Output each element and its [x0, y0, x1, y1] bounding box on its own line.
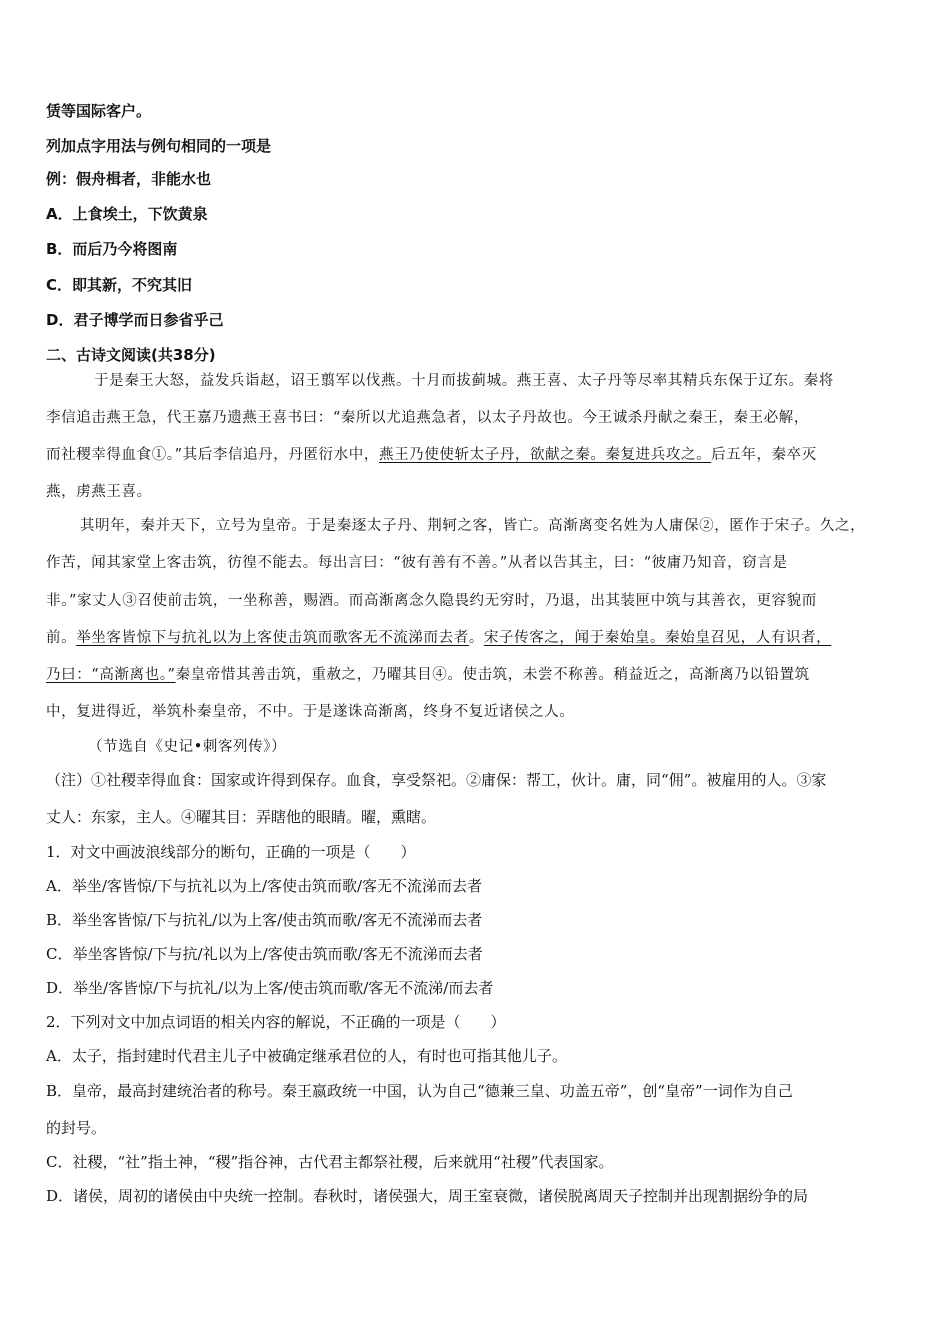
passage-line: 其明年，秦并天下，立号为皇帝。于是秦逐太子丹、荆轲之客，皆亡。高渐离变名姓为人庸保②，匿作于宋子。久之，	[80, 518, 866, 534]
passage-line: 非。”家丈人③召使前击筑，一坐称善，赐酒。而高渐离念久隐畏约无穷时，乃退，出其装匣中筑与其善衣，更容貌而	[46, 593, 817, 609]
passage-line: 于是秦王大怒，益发兵诣赵，诏王翦军以伐燕。十月而拔蓟城。燕王喜、太子丹等尽率其精兵东保于辽东。秦将	[94, 373, 834, 389]
underlined-sentence: 宋子传客之，闻于秦始皇。秦始皇召见，人有识者，	[483, 630, 832, 646]
question-1-option-a: A．举坐/客皆惊/下与抗礼以为上/客使击筑而歌/客无不流涕而去者	[46, 877, 483, 895]
example-sentence: 例：假舟楫者，非能水也	[46, 170, 212, 188]
question-1-option-b: B．举坐客皆惊/下与抗礼/以为上客/使击筑而歌/客无不流涕而去者	[46, 911, 483, 929]
passage-line	[46, 668, 810, 683]
option-c: C．即其新，不究其旧	[46, 276, 193, 294]
passage-text: 。	[468, 630, 484, 646]
annotation-line: 丈人：东家，主人。④曜其目：弄瞎他的眼睛。曜，熏瞎。	[46, 808, 437, 826]
underlined-sentence: 燕王乃使使斩太子丹，欲献之秦。秦复进兵攻之。	[378, 447, 712, 463]
passage-text: 秦皇帝惜其善击筑，重赦之，乃曜其目④。使击筑，未尝不称善。稍益近之，高渐离乃以铅置筑	[175, 667, 810, 683]
passage-text: 前。	[46, 630, 77, 646]
section-heading: 二、古诗文阅读(共38分)	[46, 346, 216, 364]
underlined-sentence: 乃曰：“高渐离也。”	[46, 667, 176, 683]
question-1-option-d: D．举坐/客皆惊/下与抗礼/以为上客/使击筑而歌/客无不流涕/而去者	[46, 979, 494, 997]
option-a: A．上食埃土，下饮黄泉	[46, 205, 208, 223]
question-stem: 列加点字用法与例句相同的一项是	[46, 137, 272, 155]
passage-line	[46, 448, 817, 463]
passage-line: 李信追击燕王急，代王嘉乃遗燕王喜书曰：“秦所以尤追燕急者，以太子丹故也。今王诚杀丹献之秦王，秦王必解，	[46, 410, 810, 426]
passage-text: 而社稷幸得血食①。”其后李信追丹，丹匿衍水中，	[46, 447, 379, 463]
passage-line: 作苦，闻其家堂上客击筑，彷徨不能去。每出言曰：“彼有善有不善。”从者以告其主，曰：“彼庸乃知音，窃言是	[46, 555, 788, 571]
question-2-option-b-continued: 的封号。	[46, 1119, 107, 1137]
option-b: B．而后乃今将图南	[46, 240, 178, 258]
question-2-option-a: A．太子，指封建时代君主儿子中被确定继承君位的人，有时也可指其他儿子。	[46, 1047, 567, 1065]
passage-line: 燕，虏燕王喜。	[46, 484, 152, 500]
question-2-stem: 2．下列对文中加点词语的相关内容的解说，不正确的一项是（ ）	[46, 1013, 506, 1031]
option-d: D．君子博学而日参省乎己	[46, 311, 224, 329]
question-2-option-c: C．社稷，“社”指土神，“稷”指谷神，古代君主都祭社稷，后来就用“社稷”代表国家。	[46, 1153, 614, 1171]
passage-line: 中，复进得近，举筑朴秦皇帝，不中。于是遂诛高渐离，终身不复近诸侯之人。	[46, 704, 575, 720]
previous-passage-tail: 赁等国际客户。	[46, 102, 152, 120]
question-1-stem: 1．对文中画波浪线部分的断句，正确的一项是（ ）	[46, 843, 416, 861]
passage-source: （节选自《史记•刺客列传》）	[88, 739, 287, 755]
passage-line	[46, 631, 831, 646]
question-2-option-d: D．诸侯，周初的诸侯由中央统一控制。春秋时，诸侯强大，周王室衰微，诸侯脱离周天子控制并出现割据纷争的局	[46, 1187, 809, 1205]
question-1-option-c: C．举坐客皆惊/下与抗/礼以为上/客使击筑而歌/客无不流涕而去者	[46, 945, 483, 963]
question-2-option-b: B．皇帝，最高封建统治者的称号。秦王嬴政统一中国，认为自己“德兼三皇、功盖五帝”，创“皇帝”一词作为自己	[46, 1082, 793, 1100]
annotation-line: （注）①社稷幸得血食：国家或许得到保存。血食，享受祭祀。②庸保：帮工，伙计。庸，同“佣”。被雇用的人。③家	[46, 771, 827, 789]
wavy-underlined-sentence: 举坐客皆惊下与抗礼以为上客使击筑而歌客无不流涕而去者	[76, 630, 469, 646]
passage-text: 后五年，秦卒灭	[711, 447, 817, 463]
